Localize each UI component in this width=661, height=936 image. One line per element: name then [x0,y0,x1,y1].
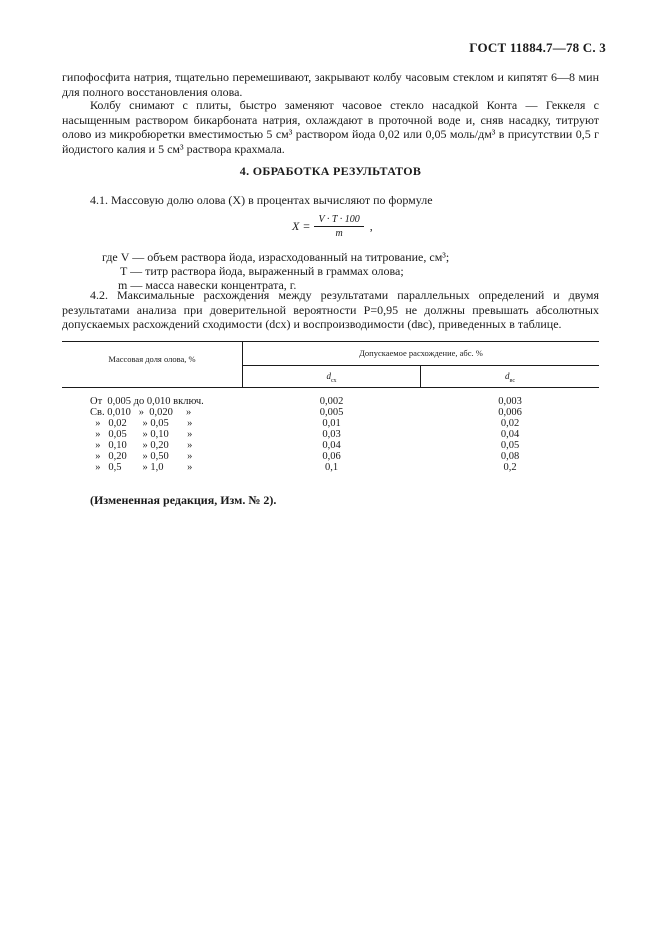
clause-4-2: 4.2. Максимальные расхождения между результатами параллельных определений и двумя результатами анализа при доверительной вероятности P=0,95 не должны превышать абсолютных допускаемых расхождений сходимости (dсх) и воспроизводимости (dвс), приведенных в таблице. [62,288,599,332]
where-line-v: где V — объем раствора йода, израсходованный на титрование, см³; [102,250,450,264]
section-title: 4. ОБРАБОТКА РЕЗУЛЬТАТОВ [239,164,422,178]
cell-dcx: 0,005 [319,407,344,418]
amendment-note: (Измененная редакция, Изм. № 2). [90,493,277,507]
table-row [62,440,599,451]
cell-dcx: 0,01 [322,418,341,429]
formula-lhs: X = [292,219,311,233]
formula-denominator: m [335,228,343,239]
table-row [62,429,599,440]
table-header-dcx: $d_{сх}$ [326,371,337,384]
cell-range: Св. 0,010 » 0,020 » [90,407,192,418]
table-header-allowed: Допускаемое расхождение, абс. % [359,348,483,358]
cell-range: От 0,005 до 0,010 включ. [90,396,204,407]
table-header-mass: Массовая доля олова, % [108,354,196,364]
table-row [62,451,599,462]
formula-fraction [314,214,363,239]
cell-range: » 0,5 » 1,0 » [90,462,193,473]
paragraph-continuation: гипофосфита натрия, тщательно перемешивают, закрывают колбу часовым стеклом и кипятят 6—8 мин для полного восстановления олова. [62,70,599,99]
table-row [62,462,599,473]
where-line-t: T — титр раствора йода, выраженный в граммах олова; [120,264,404,278]
cell-dvc: 0,04 [500,429,520,440]
formula-tail: , [369,219,373,233]
cell-dcx: 0,04 [322,440,341,451]
table-header-rule [62,387,599,388]
formula-numerator: V · T · 100 [314,214,363,227]
clause-4-1: 4.1. Массовую долю олова (X) в процентах вычисляют по формуле [90,193,433,207]
table-top-rule [62,341,599,342]
cell-dvc: 0,08 [500,451,520,462]
table-row [62,396,599,407]
cell-range: » 0,10 » 0,20 » [90,440,193,451]
cell-dvc: 0,003 [498,396,522,407]
table-subheader-rule [243,365,599,366]
table-header-dvc: $d_{вс}$ [505,371,515,384]
cell-range: » 0,02 » 0,05 » [90,418,193,429]
cell-dcx: 0,03 [322,429,341,440]
cell-dvc: 0,05 [500,440,520,451]
page-header: ГОСТ 11884.7—78 С. 3 [469,40,606,55]
table-row [62,418,599,429]
table-row [62,407,599,418]
cell-dcx: 0,1 [324,462,339,473]
formula [292,214,373,239]
cell-range: » 0,20 » 0,50 » [90,451,193,462]
where-line-m: m — масса навески концентрата, г. [118,278,297,292]
cell-dcx: 0,06 [322,451,341,462]
table-body [62,396,599,473]
cell-dvc: 0,006 [498,407,522,418]
cell-dvc: 0,2 [503,462,517,473]
paragraph-titration: Колбу снимают с плиты, быстро заменяют часовое стекло насадкой Конта — Геккеля с насыщенным раствором бикарбоната натрия, охлаждают в проточной воде и, сняв насадку, титруют олово из микробюретки вместимостью 5 см³ раствором йода 0,02 или 0,05 моль/дм³ в присутствии 0,5 г йодистого калия и 5 см³ раствора крахмала. [62,98,599,156]
cell-dvc: 0,02 [500,418,520,429]
cell-range: » 0,05 » 0,10 » [90,429,193,440]
cell-dcx: 0,002 [319,396,344,407]
